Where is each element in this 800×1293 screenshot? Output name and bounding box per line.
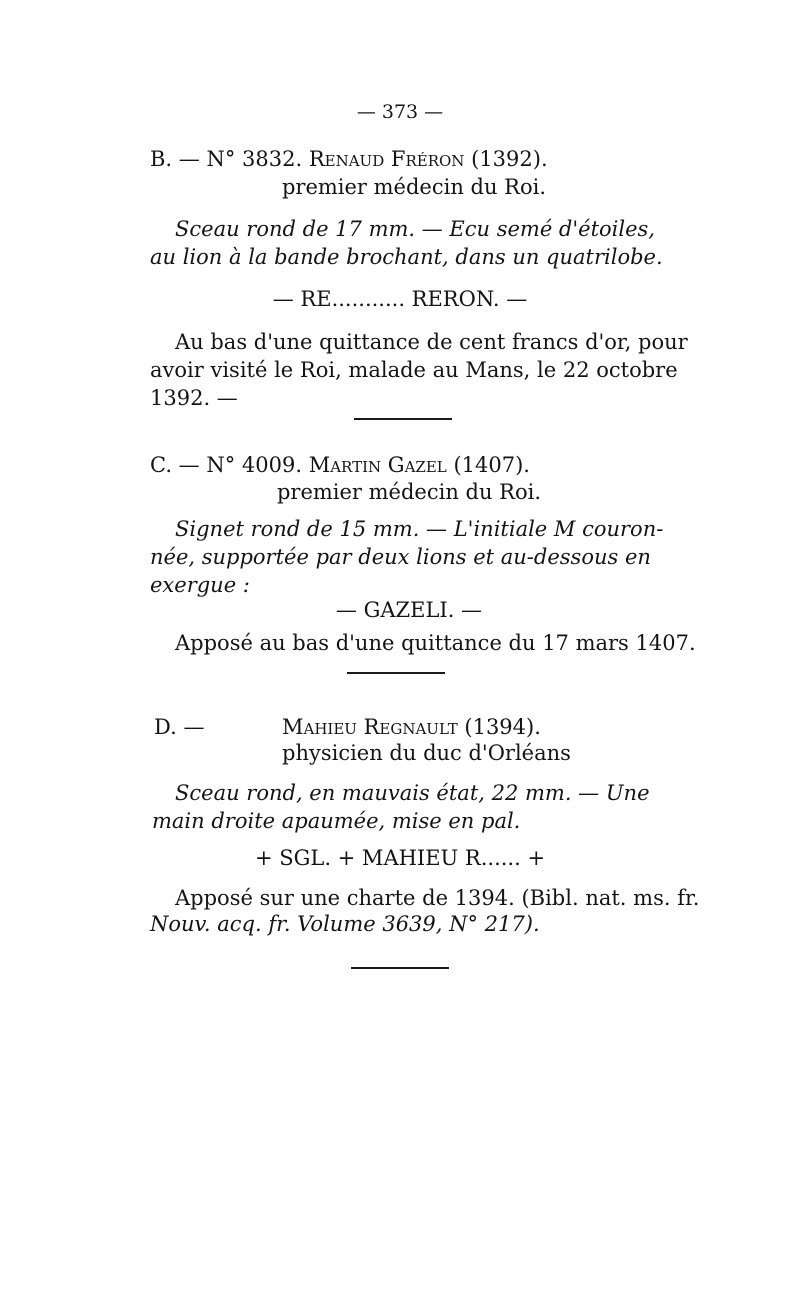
entry-b-note-line: Au bas d'une quittance de cent francs d'or, pour [175, 330, 688, 354]
entry-c-description-line: Signet rond de 15 mm. — L'initiale M couron- [175, 517, 664, 541]
entry-d-name: Mahieu Regnault [282, 715, 458, 739]
entry-c-title: premier médecin du Roi. [276, 480, 542, 504]
entry-b-heading [150, 145, 548, 173]
section-divider [354, 418, 452, 420]
section-divider [347, 672, 445, 674]
entry-d-description-line: Sceau rond, en mauvais état, 22 mm. — Une [175, 781, 650, 805]
entry-d-letter: D. — [154, 715, 205, 739]
entry-c-description-line: exergue : [150, 573, 250, 597]
entry-c-letter: C. — N° 4009. [150, 453, 303, 477]
page-number: — 373 — [356, 101, 444, 123]
entry-d-year: (1394). [464, 715, 541, 739]
entry-b-legend: — RE........... RERON. — [272, 287, 528, 311]
entry-d-title: physicien du duc d'Orléans [282, 741, 571, 765]
entry-b-title: premier médecin du Roi. [281, 175, 547, 199]
entry-d-legend: + SGL. + MAHIEU R...... + [254, 846, 546, 870]
entry-b-letter: B. — N° 3832. [150, 147, 303, 171]
entry-c-note-line: Apposé au bas d'une quittance du 17 mars 1407. [175, 631, 696, 655]
entry-b-description-line: Sceau rond de 17 mm. — Ecu semé d'étoiles, [175, 217, 655, 241]
entry-b-description-line: au lion à la bande brochant, dans un quatrilobe. [150, 245, 663, 269]
entry-b-note-line: avoir visité le Roi, malade au Mans, le 22 octobre [150, 358, 678, 382]
entry-c-name: Martin Gazel [308, 453, 447, 477]
entry-c-year: (1407). [453, 453, 530, 477]
entry-c-heading [150, 451, 530, 479]
entry-d-description-line: main droite apaumée, mise en pal. [152, 809, 521, 833]
entry-b-note-line: 1392. — [150, 386, 238, 410]
entry-d-note-line: Apposé sur une charte de 1394. (Bibl. nat. ms. fr. [175, 886, 700, 910]
section-divider [351, 967, 449, 969]
entry-b-year: (1392). [471, 147, 548, 171]
entry-c-description-line: née, supportée par deux lions et au-dessous en [150, 545, 651, 569]
entry-d-heading [282, 713, 541, 741]
entry-d-note-line: Nouv. acq. fr. Volume 3639, N° 217). [150, 912, 540, 936]
entry-b-name: Renaud Fréron [308, 147, 465, 171]
entry-c-legend: — GAZELI. — [335, 598, 483, 622]
